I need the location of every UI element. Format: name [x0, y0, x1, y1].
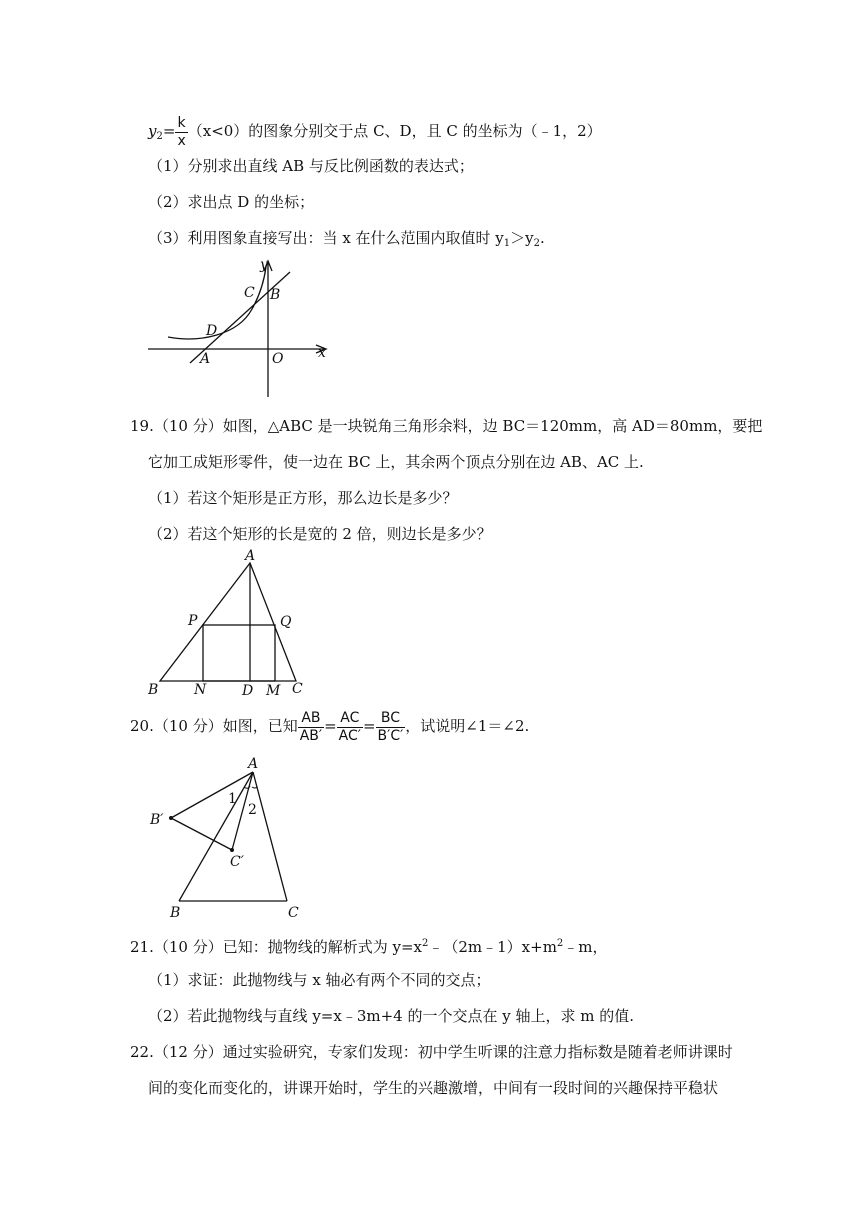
fraction-ac-num: AC — [337, 710, 363, 728]
label-o: O — [272, 351, 284, 367]
angle-arc-2 — [252, 787, 257, 788]
equals-2: = — [362, 717, 376, 735]
label-d: D — [206, 323, 218, 339]
equals-sign: = — [162, 122, 176, 140]
superscript-1: 2 — [421, 938, 429, 949]
label-angle-2: 2 — [248, 802, 257, 818]
label-p: P — [188, 613, 198, 629]
q18-intro — [148, 114, 602, 154]
q21-line1 — [130, 934, 608, 957]
q21-text-b: ﹣（2m﹣1）x+m — [428, 938, 557, 956]
label-b: B — [170, 905, 181, 921]
q19-figure — [140, 545, 320, 705]
q18-part3-text-c: . — [540, 229, 545, 247]
fraction-denominator: x — [177, 132, 186, 149]
q18-part1: （1）分别求出直线 AB 与反比例函数的表达式； — [148, 157, 474, 175]
y2-subscript-2: 2 — [533, 238, 541, 249]
point-c-prime — [230, 848, 234, 852]
q21-part1: （1）求证：此抛物线与 x 轴必有两个不同的交点； — [148, 971, 491, 989]
label-a: A — [245, 548, 256, 564]
q18-intro-text: （x<0）的图象分别交于点 C、D，且 C 的坐标为（﹣1，2） — [187, 122, 602, 140]
segment-ab — [179, 772, 253, 901]
label-x: x — [318, 345, 326, 361]
fraction-numerator: k — [175, 115, 187, 133]
label-c: C — [292, 681, 303, 697]
label-d: D — [242, 683, 254, 699]
segment-ac — [253, 772, 287, 901]
label-y: y — [260, 257, 268, 273]
q21-text-c: ﹣m， — [563, 938, 608, 956]
y2-symbol: y — [148, 122, 157, 140]
fraction-bc-num: BC — [376, 710, 406, 728]
q21-text-a: 21.（10 分）已知：抛物线的解析式为 y=x — [130, 938, 422, 956]
fraction-bc — [376, 710, 406, 745]
segment-ab-prime — [171, 772, 253, 818]
q20-prefix: 20.（10 分）如图，已知 — [130, 717, 298, 735]
rectangle-pqmn — [203, 625, 275, 681]
fraction-bc-den: B′C′ — [377, 727, 404, 744]
segment-b-prime-c-prime — [171, 818, 232, 850]
q19-part1: （1）若这个矩形是正方形，那么边长是多少？ — [148, 489, 458, 507]
label-c: C — [288, 905, 299, 921]
y1-subscript: 1 — [503, 238, 511, 249]
equals-1: = — [324, 717, 337, 735]
label-angle-1: 1 — [228, 791, 237, 807]
y2-subscript: 2 — [156, 131, 163, 142]
fraction-ab-den: AB′ — [299, 727, 323, 744]
label-a: A — [200, 351, 211, 367]
q18-part3-text-a: （3）利用图象直接写出：当 x 在什么范围内取值时 y — [148, 229, 504, 247]
label-q: Q — [280, 614, 292, 630]
superscript-2: 2 — [556, 938, 564, 949]
label-n: N — [194, 682, 207, 698]
label-c-prime: C′ — [230, 854, 244, 870]
q18-part3 — [148, 228, 545, 254]
q20-suffix: ，试说明∠1＝∠2. — [405, 717, 530, 735]
fraction-ac-den: AC′ — [338, 727, 361, 744]
q18-figure — [140, 255, 340, 405]
fraction-ab-num: AB — [298, 710, 324, 728]
label-a: A — [248, 756, 259, 772]
label-c: C — [244, 285, 255, 301]
k-over-x-fraction — [175, 115, 187, 150]
label-b: B — [270, 287, 281, 303]
fraction-ac — [337, 710, 363, 745]
q20-figure — [140, 752, 320, 922]
label-m: M — [266, 683, 281, 699]
q18-part2: （2）求出点 D 的坐标； — [148, 193, 315, 211]
label-b-prime: B′ — [150, 812, 164, 828]
q18-part3-text-b: ＞y — [510, 229, 534, 247]
point-b-prime — [169, 816, 173, 820]
q21-part2: （2）若此抛物线与直线 y=x﹣3m+4 的一个交点在 y 轴上，求 m 的值. — [148, 1007, 635, 1025]
q19-line2: 它加工成矩形零件，使一边在 BC 上，其余两个顶点分别在边 AB、AC 上. — [148, 453, 644, 471]
fraction-ab — [298, 710, 324, 745]
q19-part2: （2）若这个矩形的长是宽的 2 倍，则边长是多少？ — [148, 525, 492, 543]
q22-line2: 间的变化而变化的，讲课开始时，学生的兴趣激增，中间有一段时间的兴趣保持平稳状 — [148, 1079, 719, 1097]
q22-line1: 22.（12 分）通过实验研究，专家们发现：初中学生听课的注意力指标数是随着老师讲课时 — [130, 1043, 733, 1061]
label-b: B — [148, 682, 159, 698]
q19-line1: 19.（10 分）如图，△ABC 是一块锐角三角形余料，边 BC＝120mm，高 AD＝80mm，要把 — [130, 417, 763, 435]
q20-line — [130, 704, 529, 748]
